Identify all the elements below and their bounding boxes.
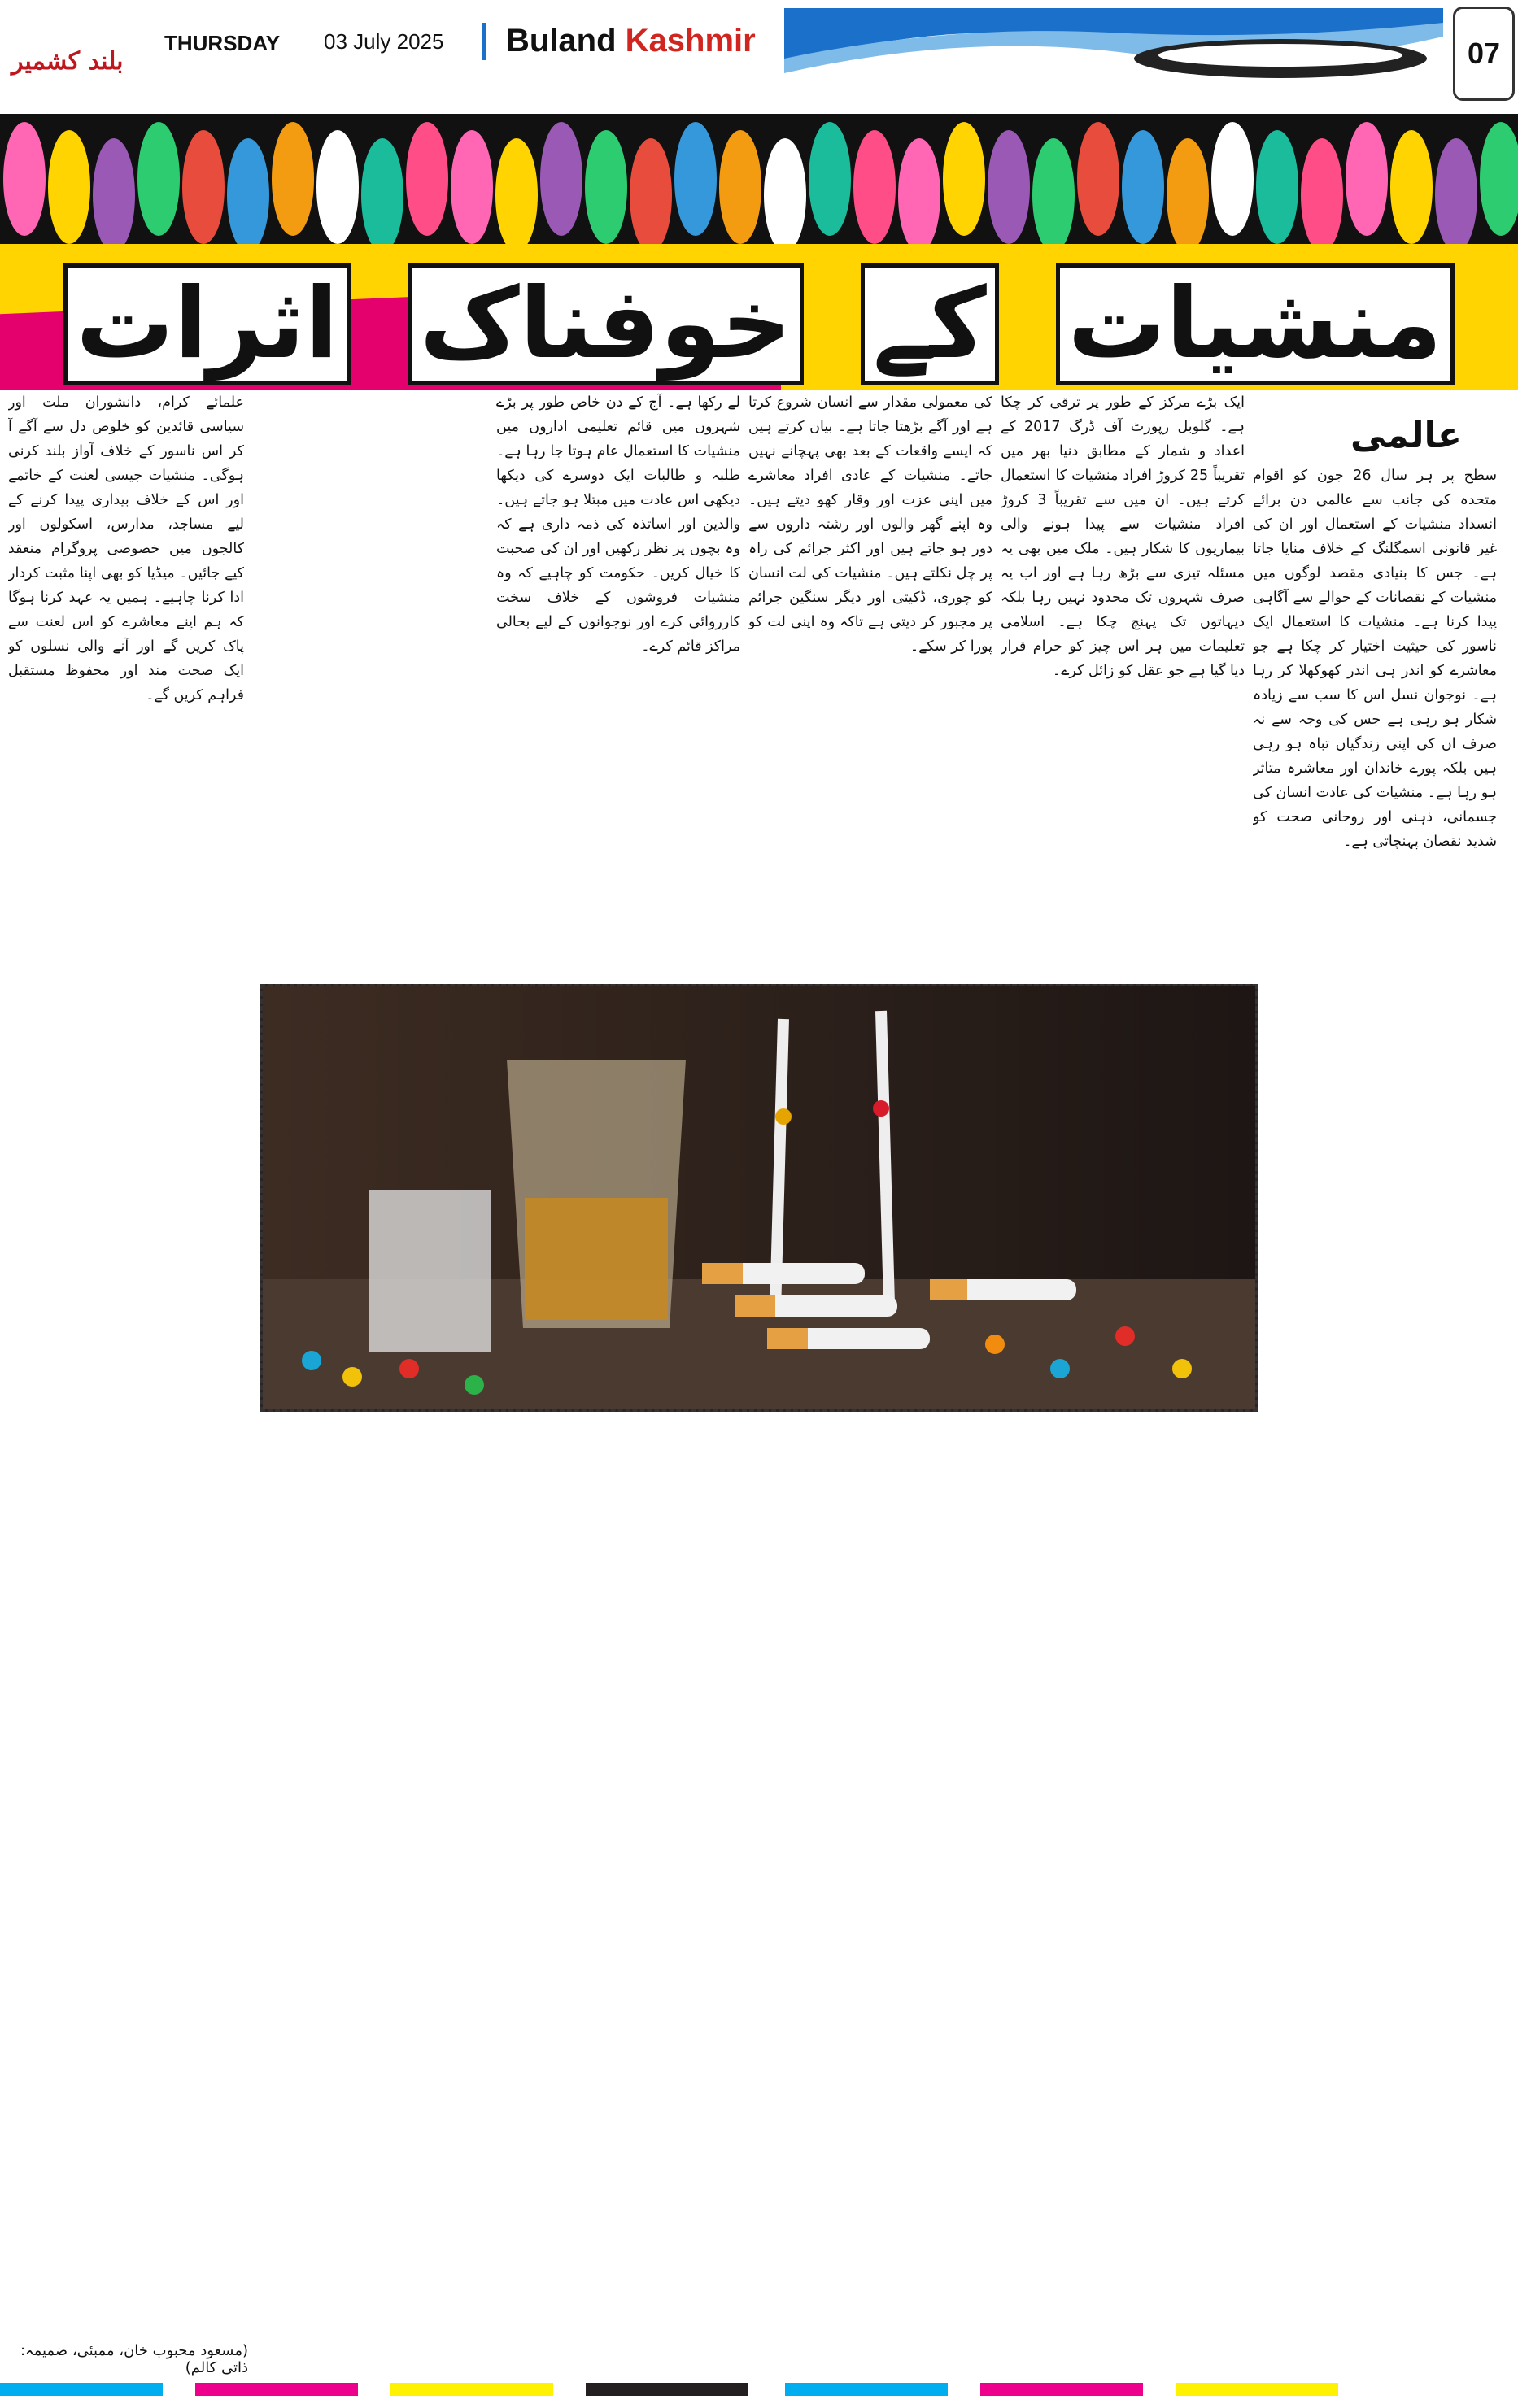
headline-word: منشیات	[1056, 263, 1455, 385]
balloon-shape	[674, 122, 717, 236]
balloon-shape	[1390, 130, 1433, 244]
balloon-shape	[272, 122, 314, 236]
balloon-shape	[451, 130, 493, 244]
balloon-shape	[227, 138, 269, 252]
article-column: علمائے کرام، دانشوران ملت اور سیاسی قائدین کو خلوص دل سے آگے آ کر اس ناسور کے خلاف آواز بلند کرنی ہوگی۔ منشیات جیسی لعنت کے خاتمے اور اس کے خلاف بیداری پیدا کرنے کے لیے مساجد، مدارس، اسکولوں اور کالجوں میں خصوصی پروگرام منعقد کیے جائیں۔ میڈیا کو بھی اپنا مثبت کردار ادا کرنا چاہیے۔ ہمیں یہ عہد کرنا ہوگا کہ ہم اپنے معاشرے کو اس لعنت سے پاک کریں گے اور آنے والی نسلوں کو ایک صحت مند اور محفوظ مستقبل فراہم کریں گے۔	[8, 394, 244, 703]
balloon-shape	[316, 130, 359, 244]
color-registration-strip	[0, 2383, 1518, 2399]
balloon-shape	[719, 130, 761, 244]
balloon-shape	[764, 138, 806, 252]
balloon-shape	[1480, 122, 1518, 236]
balloon-shape	[853, 130, 896, 244]
page-headline	[0, 263, 1518, 385]
balloon-shape	[93, 138, 135, 252]
balloon-shape	[1077, 122, 1119, 236]
balloon-shape	[406, 122, 448, 236]
article-column: سطح پر ہر سال 26 جون کو اقوام متحدہ کی جانب سے عالمی دن برائے انسداد منشیات کے استعمال اور ان کی غیر قانونی اسمگلنگ کے خلاف منایا جاتا ہے۔ جس کا بنیادی مقصد لوگوں میں منشیات کے نقصانات کے حوالے سے آگاہی پیدا کرنا ہے۔ منشیات کا استعمال ایک ناسور کی حیثیت اختیار کر چکا ہے جو معاشرے کو اندر ہی اندر کھوکھلا کر رہا ہے۔ نوجوان نسل اس کا سب سے زیادہ شکار ہو رہی ہے جس کی وجہ سے نہ صرف ان کی اپنی زندگیاں تباہ ہو رہی ہیں بلکہ پورے خاندان اور معاشرہ متاثر ہو رہا ہے۔ منشیات کی عادت انسان کی جسمانی، ذہنی اور روحانی صحت کو شدید نقصان پہنچاتی ہے۔	[1253, 468, 1497, 850]
headline-word: خوفناک	[408, 263, 804, 385]
masthead-divider	[482, 23, 486, 60]
balloon-shape	[809, 122, 851, 236]
colorful-balloon-graphic	[0, 114, 1518, 252]
balloon-shape	[137, 122, 180, 236]
balloon-shape	[182, 130, 225, 244]
headline-banner	[0, 114, 1518, 390]
balloon-shape	[1256, 130, 1298, 244]
masthead	[0, 0, 1518, 130]
newspaper-logo: بلند کشمیر	[11, 47, 124, 76]
article-column: ایک بڑے مرکز کے طور پر ترقی کر چکا ہے۔ گلوبل رپورٹ آف ڈرگ 2017 کے اعداد و شمار کے مطابق دنیا بھر میں تقریباً 25 کروڑ افراد منشیات کا استعمال کرتے ہیں۔ ان میں سے تقریباً 3 کروڑ افراد منشیات سے پیدا ہونے والی بیماریوں کا شکار ہیں۔ ملک میں بھی یہ مسئلہ تیزی سے بڑھ رہا ہے اور اب یہ صرف شہروں تک محدود نہیں رہا بلکہ دیہاتوں تک پہنچ چکا ہے۔ اسلامی تعلیمات میں ہر اس چیز کو حرام قرار دیا گیا ہے جو عقل کو زائل کرے۔	[1001, 394, 1245, 679]
brand-first: Buland	[506, 23, 617, 59]
weekday: THURSDAY	[164, 31, 281, 55]
balloon-shape	[1346, 122, 1388, 236]
balloon-shape	[1167, 138, 1209, 252]
balloon-shape	[585, 130, 627, 244]
issue-date: 03 July 2025	[324, 29, 444, 54]
balloon-shape	[48, 130, 90, 244]
page-number: 07	[1453, 7, 1515, 101]
balloon-shape	[1435, 138, 1477, 252]
balloon-shape	[1301, 138, 1343, 252]
globe-wave-graphic	[784, 8, 1443, 81]
balloon-shape	[988, 130, 1030, 244]
balloon-shape	[943, 122, 985, 236]
headline-word: اثرات	[63, 263, 351, 385]
balloon-shape	[630, 138, 672, 252]
headline-word: کے	[861, 263, 999, 385]
balloon-shape	[898, 138, 940, 252]
balloon-shape	[361, 138, 403, 252]
brand-name	[506, 23, 756, 59]
brand-second: Kashmir	[625, 23, 756, 59]
author-credit: (مسعود محبوب خان، ممبئی، ضمیمہ: ذاتی کالم)	[20, 2342, 248, 2376]
balloon-shape	[1122, 130, 1164, 244]
drugs-alcohol-photo	[260, 984, 1258, 1412]
balloon-shape	[1211, 122, 1254, 236]
balloon-shape	[1032, 138, 1075, 252]
article-column: کی معمولی مقدار سے انسان شروع کرتا ہے اور آگے بڑھتا جاتا ہے۔ بیان کرتے ہیں کہ ایسے واقعات کے بعد بھی پہچانے نہیں جاتے۔ منشیات کے عادی افراد معاشرے میں اپنی عزت اور وقار کھو دیتے ہیں۔ وہ اپنے گھر والوں اور رشتہ داروں سے دور ہو جاتے ہیں اور اکثر جرائم کی راہ پر چل نکلتے ہیں۔ منشیات کی لت انسان کو چوری، ڈکیتی اور دیگر سنگین جرائم پر مجبور کر دیتی ہے تاکہ وہ اپنی لت کو پورا کر سکے۔	[748, 394, 992, 655]
article-column: لے رکھا ہے۔ آج کے دن خاص طور پر بڑے شہروں میں قائم تعلیمی اداروں میں منشیات کا استعمال عام ہوتا جا رہا ہے۔ طلبہ و طالبات ایک دوسرے کی دیکھا دیکھی اس عادت میں مبتلا ہو جاتے ہیں۔ والدین اور اساتذہ کی ذمہ داری ہے کہ وہ بچوں پر نظر رکھیں اور ان کی صحبت کا خیال کریں۔ حکومت کو چاہیے کہ وہ منشیات فروشوں کے خلاف سخت کارروائی کرے اور نوجوانوں کے لیے بحالی مراکز قائم کرے۔	[496, 394, 740, 655]
section-label: عالمی	[1350, 415, 1463, 456]
balloon-shape	[540, 122, 582, 236]
balloon-shape	[3, 122, 46, 236]
balloon-shape	[495, 138, 538, 252]
